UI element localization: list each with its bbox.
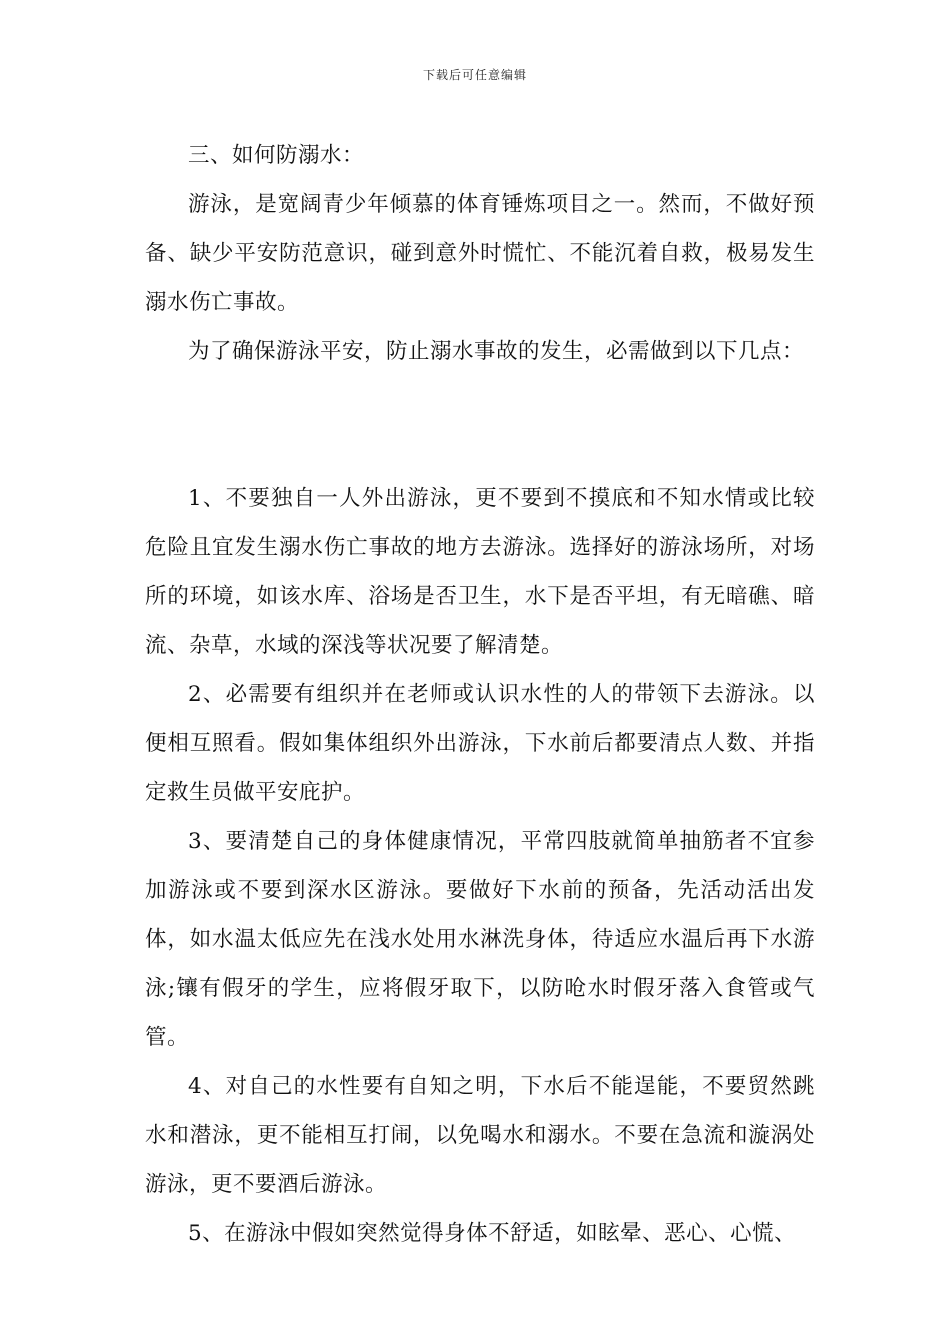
paragraph-spacer <box>145 376 815 474</box>
section-heading: 三、如何防溺水： <box>188 143 365 168</box>
point-paragraph-3: 3、要清楚自己的身体健康情况，平常四肢就简单抽筋者不宜参加游泳或不要到深水区游泳。要做好下水前的预备，先活动活出发体，如水温太低应先在浅水处用水淋洗身体，待适应水温后再下水游泳;镶有假牙的学生，应将假牙取下，以防呛水时假牙落入食管或气管。 <box>145 829 815 1050</box>
intro-paragraph: 游泳，是宽阔青少年倾慕的体育锤炼项目之一。然而，不做好预备、缺少平安防范意识，碰到意外时慌忙、不能沉着自救，极易发生溺水伤亡事故。 <box>145 192 815 315</box>
point-paragraph-5: 5、在游泳中假如突然觉得身体不舒适，如眩晕、恶心、心慌、 <box>188 1221 797 1246</box>
page-header-note: 下载后可任意编辑 <box>422 68 527 82</box>
document-body <box>145 131 815 1258</box>
point-paragraph-2: 2、必需要有组织并在老师或认识水性的人的带领下去游泳。以便相互照看。假如集体组织外出游泳，下水前后都要清点人数、并指定救生员做平安庇护。 <box>145 682 815 805</box>
point-paragraph-4: 4、对自己的水性要有自知之明，下水后不能逞能，不要贸然跳水和潜泳，更不能相互打闹，以免喝水和溺水。不要在急流和漩涡处游泳，更不要酒后游泳。 <box>145 1074 815 1197</box>
point-paragraph-1: 1、不要独自一人外出游泳，更不要到不摸底和不知水情或比较危险且宜发生溺水伤亡事故的地方去游泳。选择好的游泳场所，对场所的环境，如该水库、浴场是否卫生，水下是否平坦，有无暗礁、暗流、杂草，水域的深浅等状况要了解清楚。 <box>145 486 815 658</box>
lead-paragraph: 为了确保游泳平安，防止溺水事故的发生，必需做到以下几点： <box>188 339 805 364</box>
